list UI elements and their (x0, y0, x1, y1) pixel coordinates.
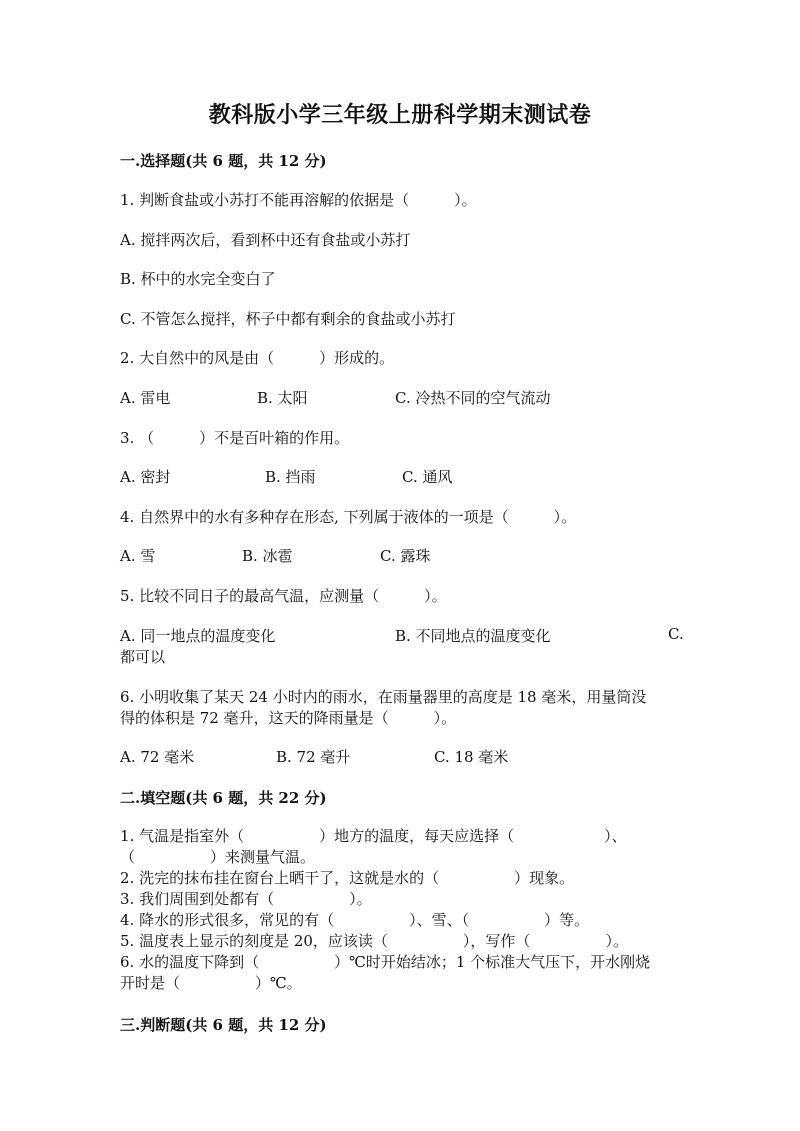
question-stem: 1. 判断食盐或小苏打不能再溶解的依据是（ ）。 (120, 191, 477, 209)
section-heading-fill: 二.填空题(共 6 题，共 22 分) (120, 789, 327, 807)
question-option: A. 雷电 (120, 389, 171, 407)
question-stem: 3. （ ）不是百叶箱的作用。 (120, 429, 350, 447)
question-option: C. 冷热不同的空气流动 (395, 389, 551, 407)
question-option: B. 冰雹 (242, 547, 293, 565)
question-stem: 得的体积是 72 毫升，这天的降雨量是（ ）。 (120, 709, 457, 727)
question-stem: 4. 自然界中的水有多种存在形态, 下列属于液体的一项是（ ）。 (120, 508, 577, 526)
question-option: C. 18 毫米 (434, 748, 509, 766)
fill-line: 5. 温度表上显示的刻度是 20，应该读（ ），写作（ ）。 (120, 932, 628, 950)
question-option: B. 72 毫升 (276, 748, 351, 766)
question-option: B. 挡雨 (265, 468, 316, 486)
fill-line: 开时是（ ）℃。 (120, 974, 302, 992)
question-option: B. 杯中的水完全变白了 (120, 270, 276, 288)
question-option: 都可以 (120, 648, 166, 666)
fill-line: （ ）来测量气温。 (120, 848, 316, 866)
question-option: A. 雪 (120, 547, 156, 565)
question-option: C. 露珠 (380, 547, 431, 565)
question-option: A. 同一地点的温度变化 (120, 627, 276, 645)
question-option: C. 通风 (402, 468, 453, 486)
question-stem: 6. 小明收集了某天 24 小时内的雨水，在雨量器里的高度是 18 毫米，用量筒没 (120, 688, 647, 706)
question-option: C. (668, 625, 684, 643)
section-heading-judge: 三.判断题(共 6 题，共 12 分) (120, 1016, 327, 1034)
question-option: A. 密封 (120, 468, 171, 486)
fill-line: 4. 降水的形式很多，常见的有（ ）、雪、（ ）等。 (120, 911, 590, 929)
page-title: 教科版小学三年级上册科学期末测试卷 (208, 102, 592, 128)
question-stem: 2. 大自然中的风是由（ ）形成的。 (120, 349, 395, 367)
fill-line: 2. 洗完的抹布挂在窗台上晒干了，这就是水的（ ）现象。 (120, 869, 575, 887)
question-option: A. 72 毫米 (120, 748, 195, 766)
question-option: B. 太阳 (257, 389, 308, 407)
question-option: A. 搅拌两次后，看到杯中还有食盐或小苏打 (120, 231, 411, 249)
question-stem: 5. 比较不同日子的最高气温，应测量（ ）。 (120, 587, 447, 605)
fill-line: 1. 气温是指室外（ ）地方的温度，每天应选择（ ）、 (120, 827, 627, 845)
fill-line: 6. 水的温度下降到（ ）℃时开始结冰；1 个标准大气压下，开水刚烧 (120, 953, 651, 971)
section-heading-choice: 一.选择题(共 6 题，共 12 分) (120, 152, 327, 170)
question-option: C. 不管怎么搅拌，杯子中都有剩余的食盐或小苏打 (120, 310, 456, 328)
fill-line: 3. 我们周围到处都有（ ）。 (120, 890, 372, 908)
question-option: B. 不同地点的温度变化 (395, 627, 551, 645)
